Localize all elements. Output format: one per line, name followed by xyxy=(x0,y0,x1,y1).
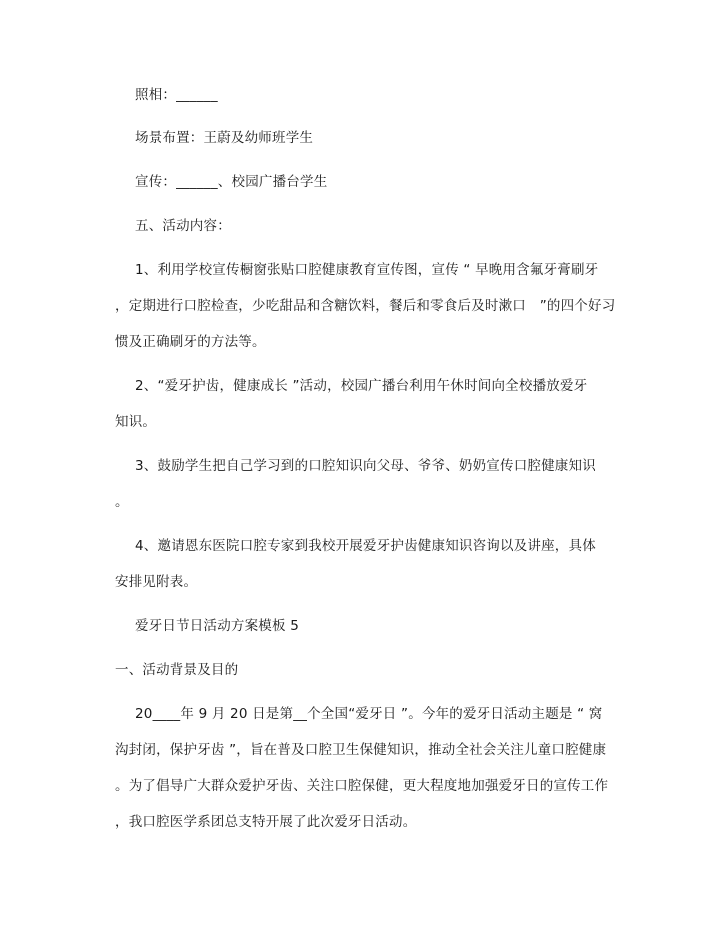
text-line-item3-a: 3、鼓励学生把自己学习到的口腔知识向父母、爷爷、奶奶宣传口腔健康知识 xyxy=(135,458,596,474)
text-line-photo: 照相：______ xyxy=(135,87,218,103)
text-line-item1-c: 惯及正确刷牙的方法等。 xyxy=(115,334,266,350)
section-heading-activity-content: 五、活动内容： xyxy=(135,218,231,234)
text-line-publicity: 宣传：______、校园广播台学生 xyxy=(135,174,328,190)
section-heading-background: 一、活动背景及目的 xyxy=(115,662,239,678)
text-line-item1-b: ，定期进行口腔检查，少吃甜品和含糖饮料，餐后和零食后及时漱口 ”的四个好习 xyxy=(115,298,616,314)
text-line-scene: 场景布置：王蔚及幼师班学生 xyxy=(135,130,314,146)
text-line-item4-b: 安排见附表。 xyxy=(115,574,198,590)
text-line-item2-a: 2、“爱牙护齿，健康成长 ”活动，校园广播台利用午休时间向全校播放爱牙 xyxy=(135,378,588,394)
document-title-template5: 爱牙日节日活动方案模板 5 xyxy=(135,618,299,634)
text-line-background-d: ，我口腔医学系团总支特开展了此次爱牙日活动。 xyxy=(115,814,417,830)
text-line-item2-b: 知识。 xyxy=(115,414,157,430)
text-line-item4-a: 4、邀请恩东医院口腔专家到我校开展爱牙护齿健康知识咨询以及讲座，具体 xyxy=(135,538,596,554)
text-line-background-b: 沟封闭，保护牙齿 ”，旨在普及口腔卫生保健知识，推动全社会关注儿童口腔健康 xyxy=(115,742,607,758)
text-line-background-a: 20____年 9 月 20 日是第__个全国“爱牙日 ”。今年的爱牙日活动主题是 “ 窝 xyxy=(135,706,603,722)
text-line-item3-b: 。 xyxy=(115,494,129,510)
text-line-background-c: 。为了倡导广大群众爱护牙齿、关注口腔保健，更大程度地加强爱牙日的宣传工作 xyxy=(115,778,609,794)
text-line-item1-a: 1、利用学校宣传橱窗张贴口腔健康教育宣传图，宣传 “ 早晚用含氟牙膏刷牙 xyxy=(135,262,599,278)
